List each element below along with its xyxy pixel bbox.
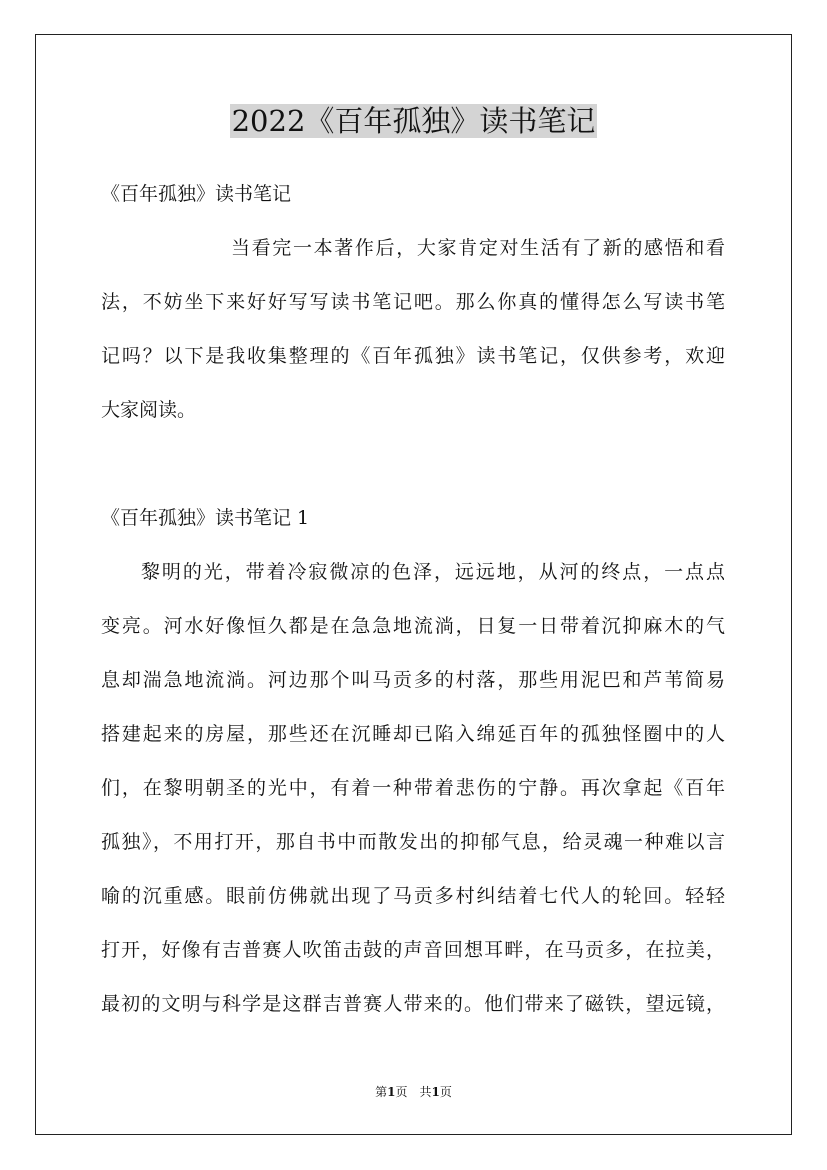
- body-line: 打开，好像有吉普赛人吹笛击鼓的声音回想耳畔，在马贡多，在拉美，: [101, 939, 725, 961]
- footer-page-prefix: 第: [375, 1085, 388, 1099]
- body-line: 们，在黎明朝圣的光中，有着一种带着悲伤的宁静。再次拿起《百年: [101, 777, 725, 799]
- footer-page-total: 1: [431, 1085, 440, 1099]
- intro-line: 大家阅读。: [101, 399, 197, 421]
- footer-page-mid: 页 共: [395, 1085, 432, 1099]
- document-subtitle: 《百年孤独》读书笔记: [101, 183, 292, 205]
- intro-line: 记吗？以下是我收集整理的《百年孤独》读书笔记，仅供参考，欢迎: [101, 345, 725, 367]
- body-line: 喻的沉重感。眼前仿佛就出现了马贡多村纠结着七代人的轮回。轻轻: [101, 885, 725, 907]
- body-line: 孤独》，不用打开，那自书中而散发出的抑郁气息，给灵魂一种难以言: [101, 831, 725, 853]
- body-line: 搭建起来的房屋，那些还在沉睡却已陷入绵延百年的孤独怪圈中的人: [101, 723, 725, 745]
- body-line: 息却湍急地流淌。河边那个叫马贡多的村落，那些用泥巴和芦苇简易: [101, 669, 725, 691]
- body-line: 变亮。河水好像恒久都是在急急地流淌，日复一日带着沉抑麻木的气: [101, 615, 725, 637]
- footer-page-suffix: 页: [439, 1085, 452, 1099]
- page-footer: [0, 1084, 827, 1100]
- document-title-text: 2022《百年孤独》读书笔记: [231, 104, 596, 138]
- intro-line: 法，不妨坐下来好好写写读书笔记吧。那么你真的懂得怎么写读书笔: [101, 291, 725, 313]
- section-heading: 《百年孤独》读书笔记 1: [101, 507, 310, 529]
- intro-line: 当看完一本著作后，大家肯定对生活有了新的感悟和看: [231, 237, 725, 259]
- footer-page-current: 1: [387, 1085, 396, 1099]
- document-title: [0, 100, 827, 142]
- body-line: 黎明的光，带着冷寂微凉的色泽，远远地，从河的终点，一点点: [141, 561, 725, 583]
- body-line: 最初的文明与科学是这群吉普赛人带来的。他们带来了磁铁，望远镜，: [101, 993, 725, 1015]
